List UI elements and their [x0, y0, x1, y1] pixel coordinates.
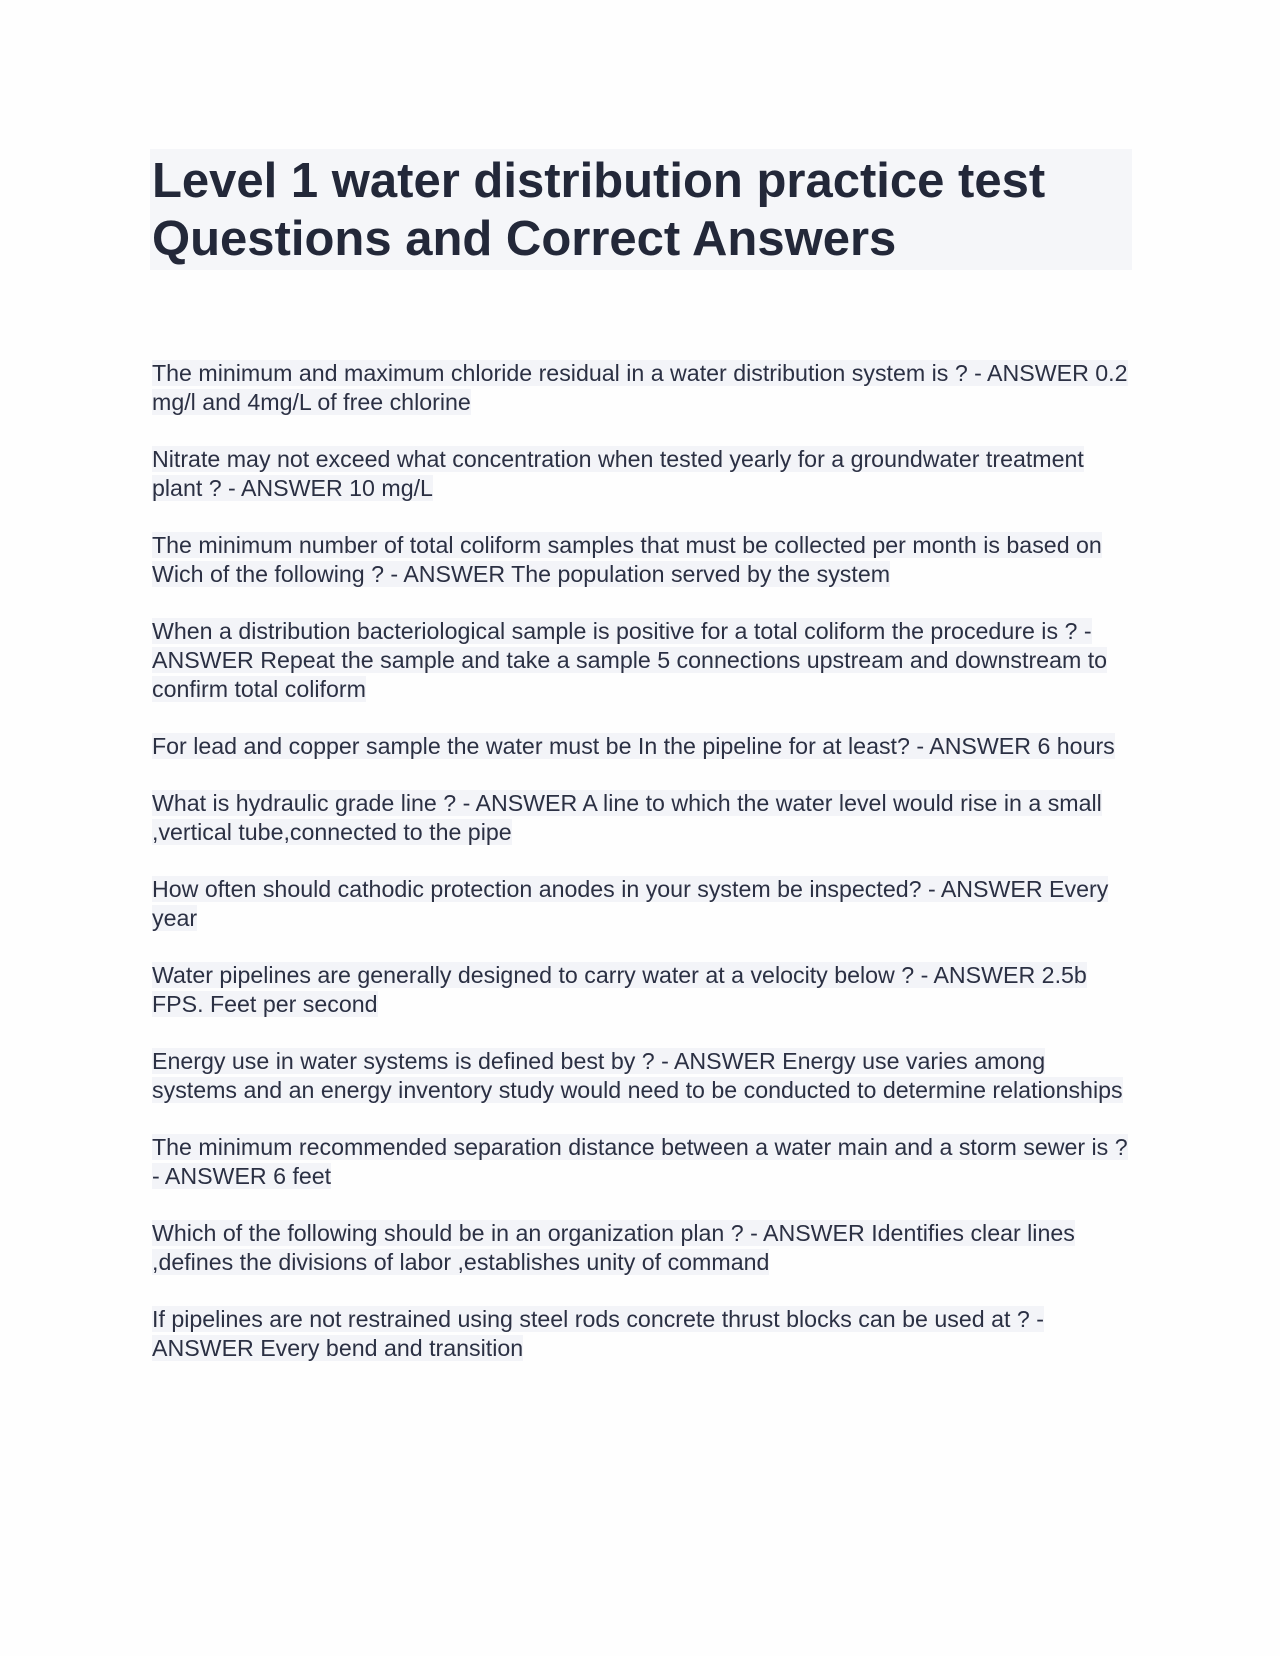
qa-item [150, 617, 1132, 704]
qa-text: When a distribution bacteriological sample is positive for a total coliform the procedure is ? - ANSWER Repeat the sample and take a sample 5 connections upstream and downstream to confirm total coliform [152, 618, 1108, 702]
qa-text: The minimum and maximum chloride residual in a water distribution system is ? - ANSWER 0.2 mg/l and 4mg/L of free chlorine [152, 360, 1128, 415]
qa-item [150, 531, 1132, 589]
qa-text: If pipelines are not restrained using steel rods concrete thrust blocks can be used at ? - ANSWER Every bend and transition [152, 1306, 1044, 1361]
document-title: Level 1 water distribution practice test Questions and Correct Answers [150, 149, 1132, 270]
qa-text: Which of the following should be in an organization plan ? - ANSWER Identifies clear lines ,defines the divisions of labor ,establishes unity of command [152, 1220, 1075, 1275]
qa-text: What is hydraulic grade line ? - ANSWER A line to which the water level would rise in a small ,vertical tube,connected to the pipe [152, 790, 1102, 845]
qa-text: For lead and copper sample the water must be In the pipeline for at least? - ANSWER 6 hours [152, 733, 1115, 759]
document-page [150, 149, 1132, 1391]
qa-item [150, 875, 1132, 933]
qa-item [150, 1133, 1132, 1191]
qa-item [150, 961, 1132, 1019]
qa-item [150, 1219, 1132, 1277]
qa-item [150, 359, 1132, 417]
qa-text: The minimum recommended separation distance between a water main and a storm sewer is ? - ANSWER 6 feet [152, 1134, 1128, 1189]
qa-item [150, 445, 1132, 503]
qa-text: Water pipelines are generally designed to carry water at a velocity below ? - ANSWER 2.5b FPS. Feet per second [152, 962, 1087, 1017]
qa-item [150, 732, 1132, 761]
qa-text: Energy use in water systems is defined best by ? - ANSWER Energy use varies among systems and an energy inventory study would need to be conducted to determine relationships [152, 1048, 1123, 1103]
qa-item [150, 1047, 1132, 1105]
qa-list [150, 359, 1132, 1363]
qa-text: How often should cathodic protection anodes in your system be inspected? - ANSWER Every year [152, 876, 1109, 931]
qa-text: Nitrate may not exceed what concentration when tested yearly for a groundwater treatment plant ? - ANSWER 10 mg/L [152, 446, 1084, 501]
qa-text: The minimum number of total coliform samples that must be collected per month is based on Wich of the following ? - ANSWER The population served by the system [152, 532, 1102, 587]
qa-item [150, 1305, 1132, 1363]
qa-item [150, 789, 1132, 847]
